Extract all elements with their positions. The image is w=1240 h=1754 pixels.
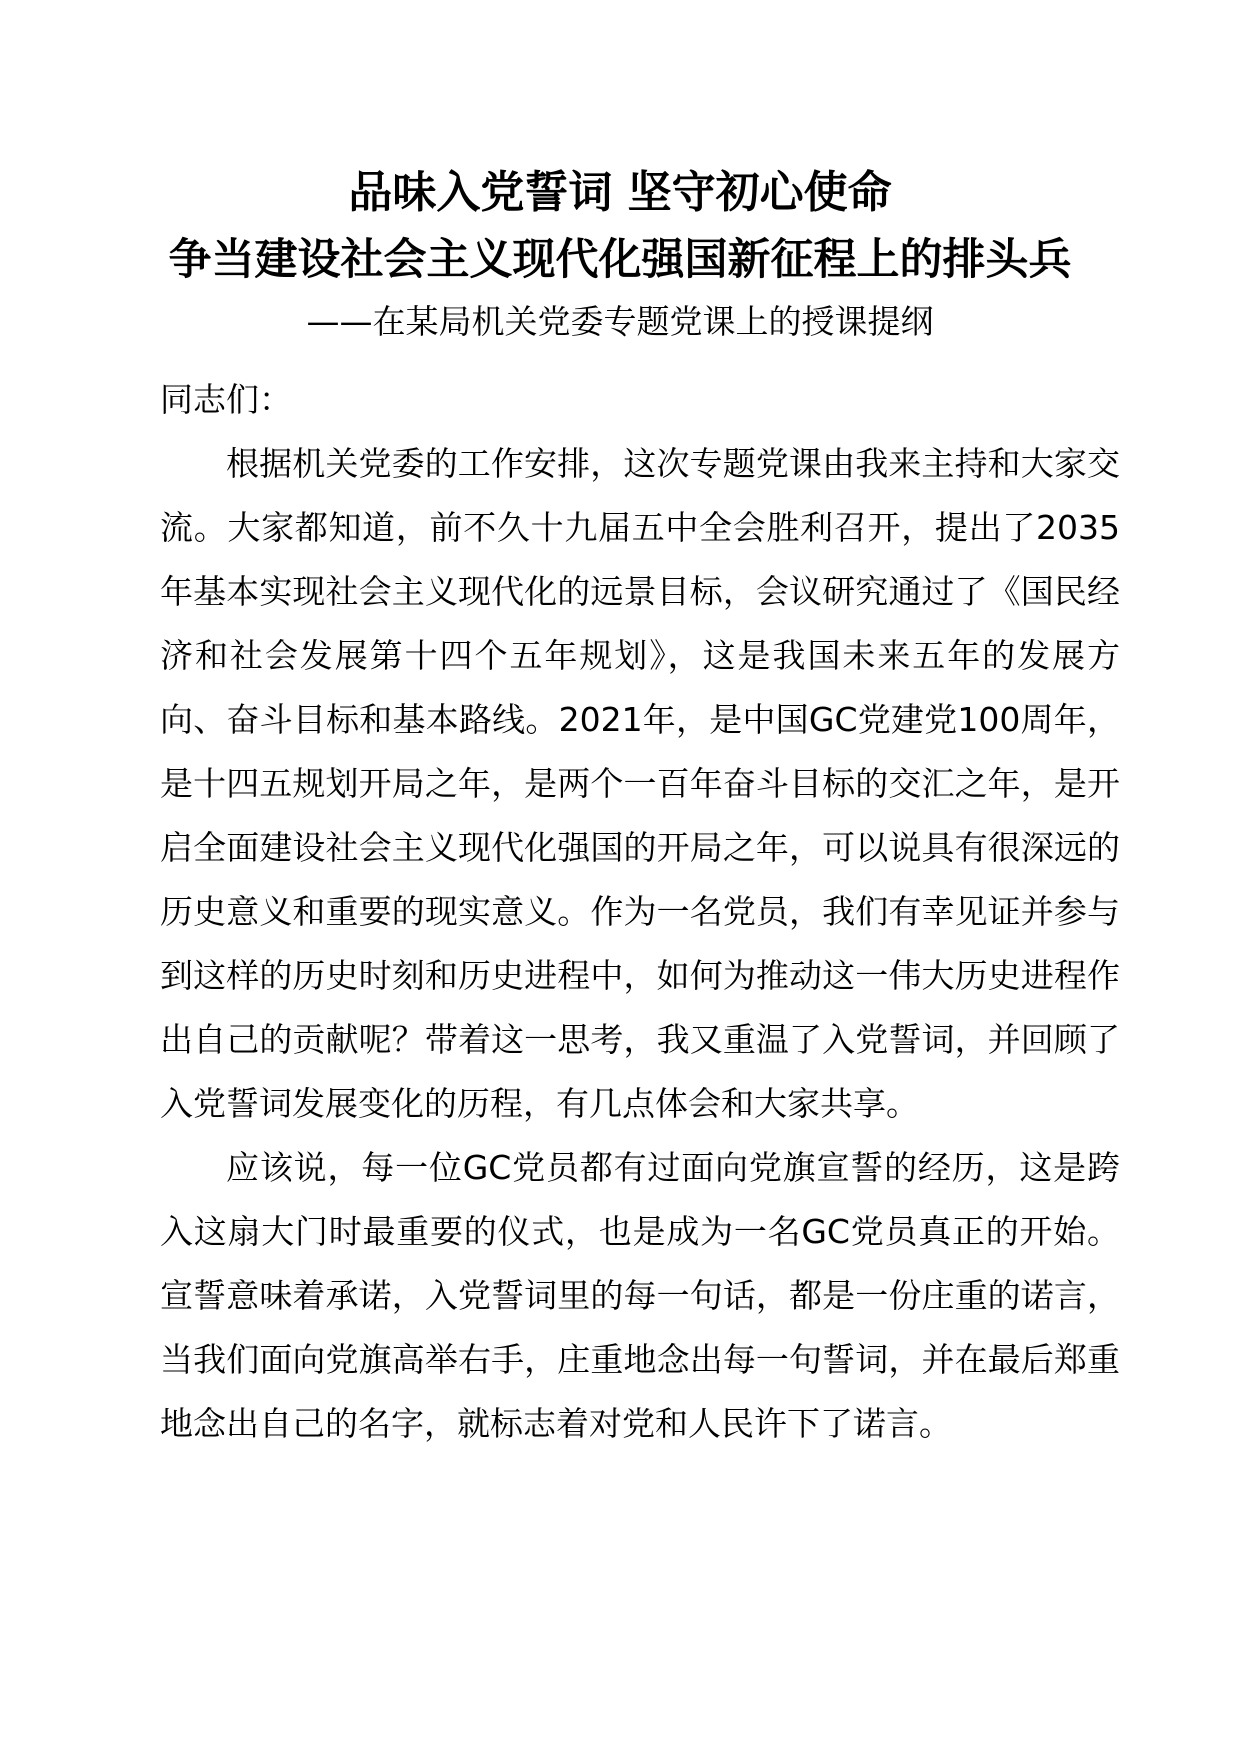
salutation: 同志们： [160,380,292,419]
paragraph-2: 应该说，每一位GC党员都有过面向党旗宣誓的经历，这是跨入这扇大门时最重要的仪式，也是成为一名GC党员真正的开始。宣誓意味着承诺，入党誓词里的每一句话，都是一份庄重的诺言，当我们面向党旗高举右手，庄重地念出每一句誓词，并在最后郑重地念出自己的名字，就标志着对党和人民许下了诺言。 [160,1148,1120,1443]
document-subtitle: ——在某局机关党委专题党课上的授课提纲 [306,302,934,341]
document-body [160,368,1120,1456]
paragraph-1: 根据机关党委的工作安排，这次专题党课由我来主持和大家交流。大家都知道，前不久十九届五中全会胜利召开，提出了2035年基本实现社会主义现代化的远景目标，会议研究通过了《国民经济和社会发展第十四个五年规划》，这是我国未来五年的发展方向、奋斗目标和基本路线。2021年，是中国GC党建党100周年，是十四五规划开局之年，是两个一百年奋斗目标的交汇之年，是开启全面建设社会主义现代化强国的开局之年，可以说具有很深远的历史意义和重要的现实意义。作为一名党员，我们有幸见证并参与到这样的历史时刻和历史进程中，如何为推动这一伟大历史进程作出自己的贡献呢？带着这一思考，我又重温了入党誓词，并回顾了入党誓词发展变化的历程，有几点体会和大家共享。 [160,444,1120,1123]
document-title-line-1: 品味入党誓词 坚守初心使命 [348,167,892,218]
document-title-line-2: 争当建设社会主义现代化强国新征程上的排头兵 [168,235,1072,285]
